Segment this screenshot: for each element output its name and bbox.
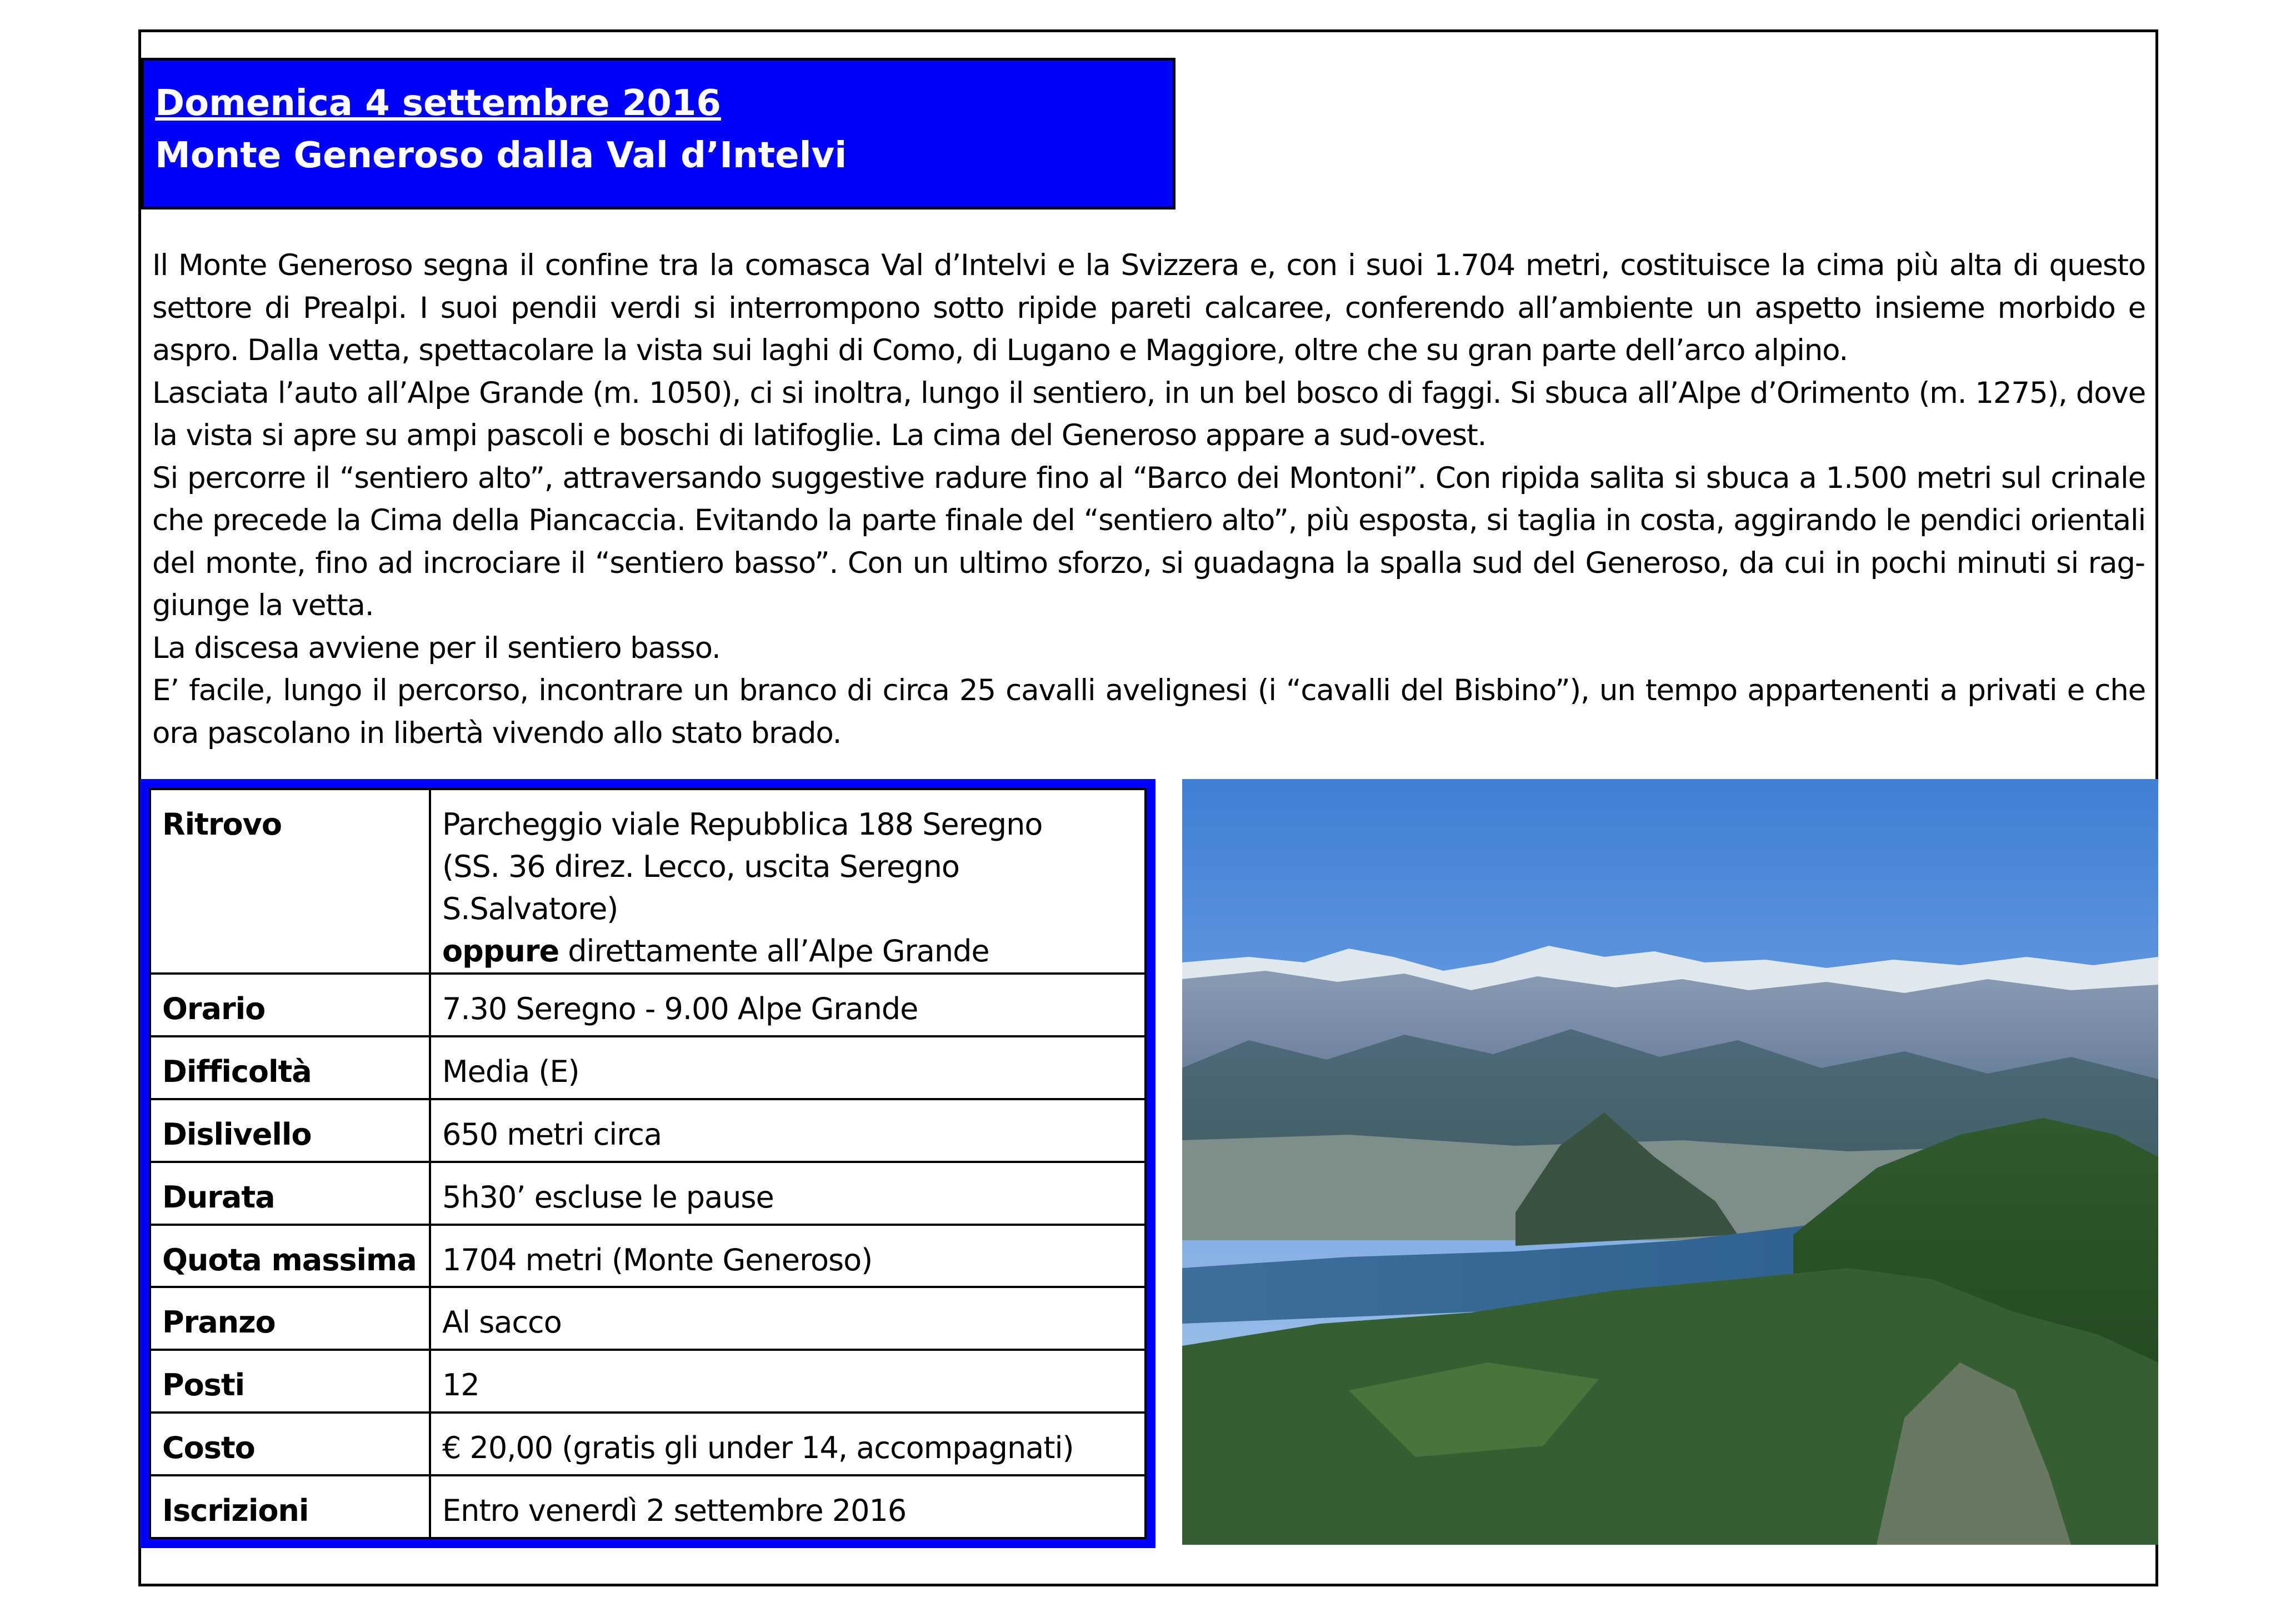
table-row <box>150 1162 1146 1225</box>
row-label: Iscrizioni <box>150 1475 430 1538</box>
table-row <box>150 1287 1146 1350</box>
row-label: Quota massima <box>150 1225 430 1287</box>
row-value <box>430 789 1146 974</box>
row-value: Al sacco <box>430 1287 1146 1350</box>
row-value: € 20,00 (gratis gli under 14, accompagnati) <box>430 1413 1146 1475</box>
landscape-photo <box>1182 779 2158 1545</box>
ritrovo-rest: direttamente all’Alpe Grande <box>559 934 989 969</box>
ritrovo-line: Parcheggio viale Repubblica 188 Seregno <box>442 807 1043 842</box>
row-label: Pranzo <box>150 1287 430 1350</box>
row-label: Dislivello <box>150 1099 430 1162</box>
table-row <box>150 1099 1146 1162</box>
info-table <box>149 788 1147 1539</box>
paragraph: Il Monte Generoso segna il confine tra la comasca Val d’Intelvi e la Svizzera e, con i suoi 1.704 metri, costituisce la cima più alta di questo settore di Prealpi. I suoi pendii verdi si interrompono sotto ripide pareti calcaree, conferendo all’ambiente un aspetto insieme morbido e aspro. Dalla vetta, spettacolare la vista sui laghi di Como, di Lugano e Maggiore, oltre che su gran parte dell’arco alpino. <box>152 248 2145 367</box>
row-value: 1704 metri (Monte Generoso) <box>430 1225 1146 1287</box>
paragraph: E’ facile, lungo il percorso, incontrare un branco di circa 25 cavalli avelignesi (i “cavalli del Bisbino”), un tempo appartenenti a privati e che ora pascolano in libertà vivendo allo stato brado. <box>152 673 2145 750</box>
table-row <box>150 1475 1146 1538</box>
paragraph: Si percorre il “sentiero alto”, attraversando suggestive radure fino al “Barco dei Montoni”. Con ripida salita si sbuca a 1.500 metri sul crinale che precede la Cima della Piancaccia. Evitando la parte finale del “sentiero alto”, più esposta, si taglia in costa, aggirando le pendici orientali del monte, fino ad incrociare il “sentiero basso”. Con un ultimo sforzo, si guadagna la spalla sud del Generoso, da cui in pochi minuti si raggiunge la vetta. <box>152 461 2145 622</box>
ritrovo-bold: oppure <box>442 934 559 969</box>
row-value: 12 <box>430 1350 1146 1413</box>
table-row <box>150 1413 1146 1475</box>
ritrovo-line <box>442 930 1133 972</box>
row-label: Ritrovo <box>150 789 430 974</box>
table-row <box>150 789 1146 974</box>
event-title: Monte Generoso dalla Val d’Intelvi <box>155 135 847 176</box>
table-row <box>150 1350 1146 1413</box>
paragraph: La discesa avviene per il sentiero basso. <box>152 631 721 665</box>
table-row <box>150 1225 1146 1287</box>
row-value: Media (E) <box>430 1036 1146 1099</box>
row-value: 7.30 Seregno - 9.00 Alpe Grande <box>430 974 1146 1036</box>
title-banner <box>141 58 1175 209</box>
row-value: Entro venerdì 2 settembre 2016 <box>430 1475 1146 1538</box>
description <box>152 244 2145 755</box>
row-value: 650 metri circa <box>430 1099 1146 1162</box>
paragraph: Lasciata l’auto all’Alpe Grande (m. 1050), ci si inoltra, lungo il sentiero, in un bel bosco di faggi. Si sbuca all’Alpe d’Orimento (m. 1275), dove la vista si apre su ampi pascoli e boschi di latifoglie. La cima del Generoso appare a sud-ovest. <box>152 376 2145 452</box>
row-label: Difficoltà <box>150 1036 430 1099</box>
event-date: Domenica 4 settembre 2016 <box>155 83 721 124</box>
row-label: Orario <box>150 974 430 1036</box>
row-label: Costo <box>150 1413 430 1475</box>
mountain-landscape-image <box>1182 779 2158 1545</box>
ritrovo-line: (SS. 36 direz. Lecco, uscita Seregno S.Salvatore) <box>442 849 959 926</box>
info-table-box <box>140 779 1155 1548</box>
table-row <box>150 974 1146 1036</box>
row-label: Durata <box>150 1162 430 1225</box>
row-label: Posti <box>150 1350 430 1413</box>
row-value: 5h30’ escluse le pause <box>430 1162 1146 1225</box>
table-row <box>150 1036 1146 1099</box>
